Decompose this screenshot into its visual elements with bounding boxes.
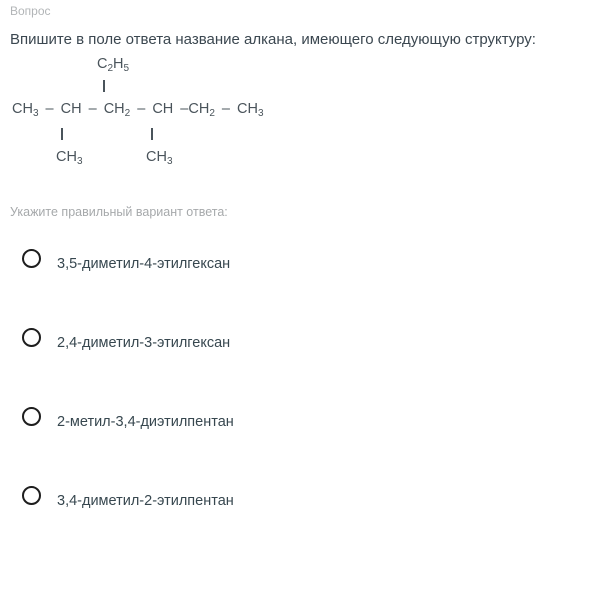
answer-option-2[interactable]: [0, 328, 604, 352]
vertical-bond-top: [103, 80, 105, 92]
answer-option-3[interactable]: [0, 407, 604, 431]
ethyl-group-label: $C_2H_5$: [97, 56, 130, 74]
answer-prompt: Укажите правильный вариант ответа:: [10, 205, 228, 219]
radio-button-4[interactable]: [22, 486, 41, 505]
radio-button-2[interactable]: [22, 328, 41, 347]
main-chain-formula: $CH_3$ – CH – $CH_2$ – CH $-CH_2 - CH_3$: [12, 101, 264, 119]
methyl-group-right-label: $CH_3$: [146, 149, 173, 167]
option-label-1[interactable]: 3,5-диметил-4-этилгексан: [57, 256, 231, 272]
radio-button-3[interactable]: [22, 407, 41, 426]
option-label-4[interactable]: 3,4-диметил-2-этилпентан: [57, 493, 234, 509]
option-label-2[interactable]: 2,4-диметил-3-этилгексан: [57, 335, 231, 351]
question-section-label: Вопрос: [10, 4, 51, 18]
radio-button-1[interactable]: [22, 249, 41, 268]
option-label-3[interactable]: 2-метил-3,4-диэтилпентан: [57, 414, 234, 430]
question-text: Впишите в поле ответа название алкана, имеющего следующую структуру:: [10, 31, 536, 48]
answer-option-4[interactable]: [0, 486, 604, 510]
vertical-bond-right: [151, 128, 153, 140]
vertical-bond-left: [61, 128, 63, 140]
answer-option-1[interactable]: [0, 249, 604, 273]
methyl-group-left-label: $CH_3$: [56, 149, 83, 167]
